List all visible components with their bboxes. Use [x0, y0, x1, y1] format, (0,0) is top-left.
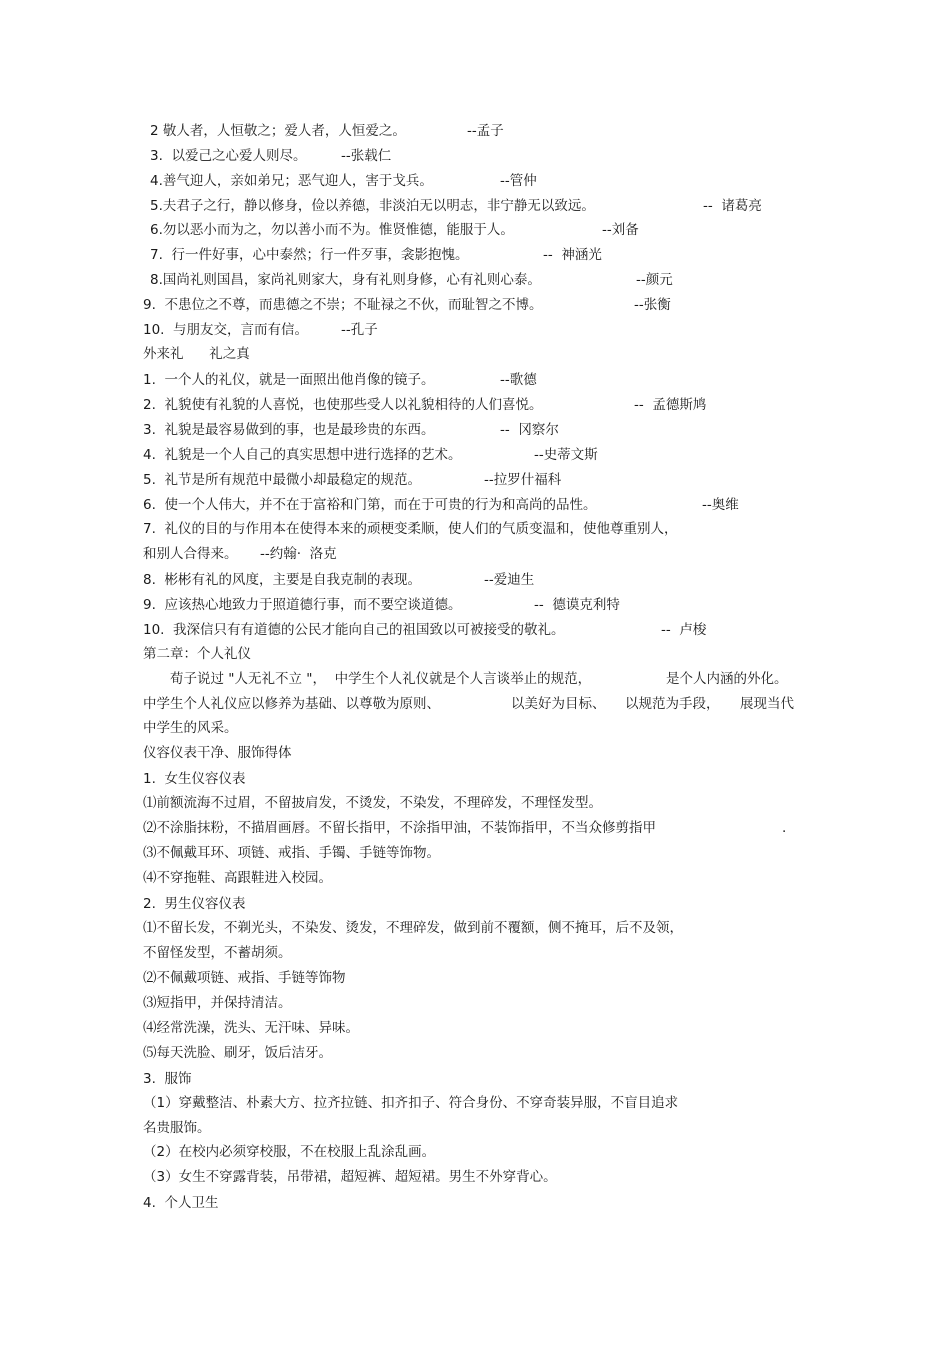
list-item: ⑵不涂脂抹粉，不描眉画唇。不留长指甲，不涂指甲油，不装饰指甲，不当众修剪指甲	[143, 820, 656, 836]
section-heading-foreign: 外来礼 礼之真	[143, 346, 250, 362]
quote-author: -- 孟德斯鸠	[634, 397, 707, 413]
list-item: ⑴前额流海不过眉，不留披肩发，不烫发，不染发，不理碎发，不理怪发型。	[143, 795, 602, 811]
quote-author: --孔子	[341, 322, 378, 338]
quote-line: 5. 礼节是所有规范中最微小却最稳定的规范。	[143, 472, 421, 488]
intro-text: 以美好为目标、	[511, 696, 606, 712]
quote-line: 6.勿以恶小而为之，勿以善小而不为。惟贤惟德，能服于人。	[150, 222, 514, 238]
quote-author: --史蒂文斯	[534, 447, 598, 463]
quote-line: 7. 行一件好事，心中泰然；行一件歹事，衾影抱愧。	[150, 247, 469, 263]
list-item: （3）女生不穿露背装，吊带裙，超短裤、超短裙。男生不外穿背心。	[143, 1169, 557, 1185]
quote-author: --拉罗什福科	[484, 472, 562, 488]
trailing-dot: .	[782, 820, 787, 836]
quote-line: 9. 不患位之不尊，而患德之不崇；不耻禄之不伙，而耻智之不博。	[143, 297, 543, 313]
quote-line: 和别人合得来。	[143, 546, 238, 562]
quote-author: -- 冈察尔	[500, 422, 559, 438]
quote-line: 4. 礼貌是一个人自己的真实思想中进行选择的艺术。	[143, 447, 462, 463]
quote-line: 2. 礼貌使有礼貌的人喜悦，也使那些受人以礼貌相待的人们喜悦。	[143, 397, 543, 413]
quote-author: --爱迪生	[484, 572, 535, 588]
subsection-title: 1. 女生仪容仪表	[143, 771, 246, 787]
quote-line: 3. 以爱己之心爱人则尽。	[150, 148, 307, 164]
quote-line: 1. 一个人的礼仪，就是一面照出他肖像的镜子。	[143, 372, 435, 388]
list-item: ⑶短指甲，并保持清洁。	[143, 995, 292, 1011]
section-heading: 仪容仪表干净、服饰得体	[143, 745, 292, 761]
quote-author: --约翰· 洛克	[260, 546, 337, 562]
quote-line: 7. 礼仪的目的与作用本在使得本来的顽梗变柔顺，使人们的气质变温和，使他尊重别人，	[143, 521, 678, 537]
intro-text: 展现当代	[740, 696, 794, 712]
quote-line: 4.善气迎人，亲如弟兄；恶气迎人，害于戈兵。	[150, 173, 433, 189]
list-item: （1）穿戴整洁、朴素大方、拉齐拉链、扣齐扣子、符合身份、不穿奇装异服，不盲目追求	[143, 1095, 679, 1111]
quote-line: 10. 我深信只有有道德的公民才能向自己的祖国致以可被接受的敬礼。	[143, 622, 565, 638]
quote-author: -- 诸葛亮	[703, 198, 762, 214]
list-item: ⑵不佩戴项链、戒指、手链等饰物	[143, 970, 346, 986]
quote-line: 2 敬人者，人恒敬之；爱人者，人恒爱之。	[150, 123, 406, 139]
quote-author: --刘备	[602, 222, 639, 238]
quote-author: -- 神涵光	[543, 247, 602, 263]
quote-line: 5.夫君子之行，静以修身，俭以养德，非淡泊无以明志，非宁静无以致远。	[150, 198, 595, 214]
quote-line: 9. 应该热心地致力于照道德行事，而不要空谈道德。	[143, 597, 462, 613]
quote-line: 8. 彬彬有礼的风度，主要是自我克制的表现。	[143, 572, 421, 588]
quote-line: 8.国尚礼则国昌，家尚礼则家大，身有礼则身修，心有礼则心泰。	[150, 272, 541, 288]
intro-text: 是个人内涵的外化。	[666, 671, 788, 687]
quote-author: --张衡	[634, 297, 671, 313]
list-item: ⑴不留长发，不剃光头，不染发、烫发，不理碎发，做到前不覆额，侧不掩耳，后不及领，	[143, 920, 683, 936]
quote-author: --张载仁	[341, 148, 392, 164]
list-item: 不留怪发型，不蓄胡须。	[143, 945, 292, 961]
intro-text: 中学生的风采。	[143, 720, 238, 736]
quote-author: --颜元	[636, 272, 673, 288]
quote-author: --孟子	[467, 123, 504, 139]
intro-text: 以规范为手段，	[625, 696, 720, 712]
quote-author: -- 卢梭	[661, 622, 707, 638]
quote-line: 6. 使一个人伟大，并不在于富裕和门第，而在于可贵的行为和高尚的品性。	[143, 497, 597, 513]
subsection-title: 3. 服饰	[143, 1071, 192, 1087]
quote-author: --歌德	[500, 372, 537, 388]
quote-author: -- 德谟克利特	[534, 597, 620, 613]
quote-line: 10. 与朋友交，言而有信。	[143, 322, 309, 338]
list-item: ⑸每天洗脸、刷牙，饭后洁牙。	[143, 1045, 332, 1061]
intro-text: 中学生个人礼仪应以修养为基础、以尊敬为原则、	[143, 696, 440, 712]
list-item: ⑷不穿拖鞋、高跟鞋进入校园。	[143, 870, 332, 886]
subsection-title: 2. 男生仪容仪表	[143, 896, 246, 912]
list-item: 名贵服饰。	[143, 1120, 211, 1136]
list-item: ⑷经常洗澡，洗头、无汗味、异味。	[143, 1020, 359, 1036]
intro-text: 荀子说过 "人无礼不立 "， 中学生个人礼仪就是个人言谈举止的规范，	[170, 671, 592, 687]
quote-author: --奥维	[702, 497, 739, 513]
list-item: ⑶不佩戴耳环、项链、戒指、手镯、手链等饰物。	[143, 845, 440, 861]
subsection-title: 4. 个人卫生	[143, 1195, 219, 1211]
chapter-title: 第二章：个人礼仪	[143, 646, 251, 662]
quote-line: 3. 礼貌是最容易做到的事，也是最珍贵的东西。	[143, 422, 435, 438]
quote-author: --管仲	[500, 173, 537, 189]
list-item: （2）在校内必须穿校服，不在校服上乱涂乱画。	[143, 1144, 436, 1160]
